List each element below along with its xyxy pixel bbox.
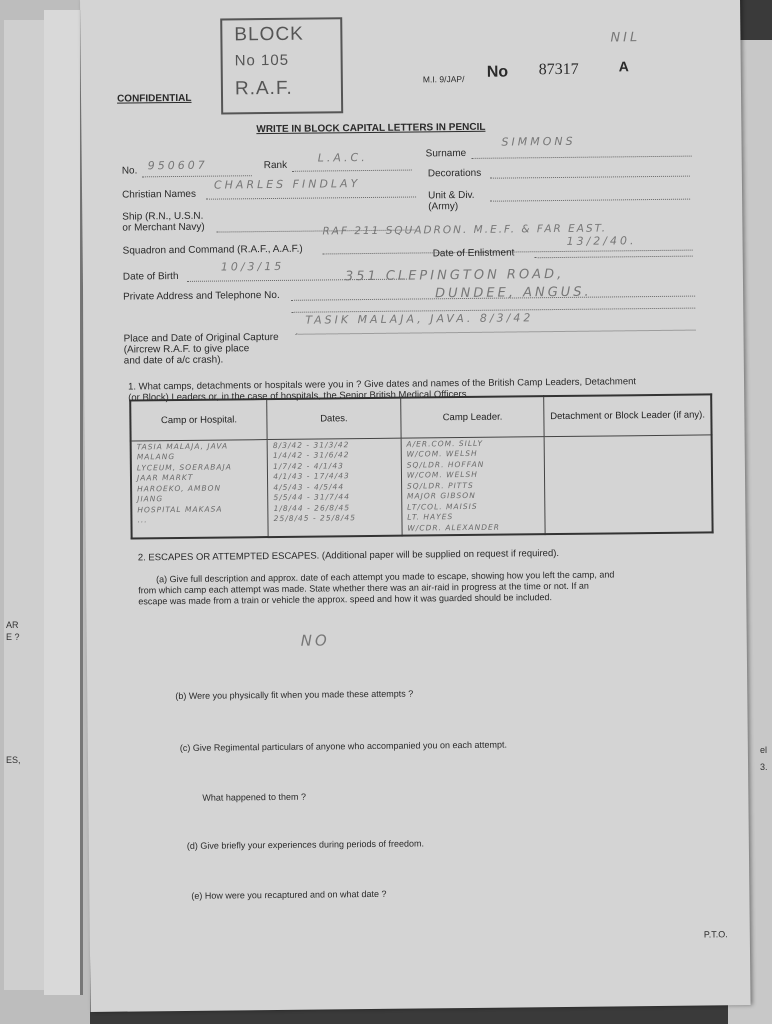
rank-value: L.A.C. [317, 150, 368, 165]
leader-entry: SQ/LDR. PITTS [406, 480, 474, 491]
leader-entry: SQ/LDR. HOFFAN [406, 459, 485, 470]
rank-label: Rank [263, 159, 288, 172]
camp-entry: LYCEUM, SOERABAJA [136, 461, 232, 472]
enlistment-label: Date of Enlistment [432, 247, 515, 260]
confidential-label: CONFIDENTIAL [116, 92, 192, 105]
address-label: Private Address and Telephone No. [123, 289, 280, 303]
camp-entry: HOSPITAL MAKASA [137, 504, 223, 514]
surname-label: Surname [425, 147, 467, 160]
camp-entry: JAAR MARKT [136, 472, 194, 483]
camp-entry: HAROEKO, AMBON [137, 483, 222, 493]
left-page-fragment: AR [6, 620, 19, 630]
christian-names-label: Christian Names [121, 188, 197, 201]
date-entry: 1/4/42 - 31/6/42 [272, 450, 350, 461]
date-entry: 4/5/43 - 4/5/44 [273, 481, 345, 492]
date-entry: 25/8/45 - 25/8/45 [273, 513, 356, 524]
leader-entry: W/COM. WELSH [406, 448, 478, 459]
camp-table [129, 393, 713, 539]
dates-column [267, 438, 402, 537]
block-stamp [220, 17, 343, 114]
form-reference: M.I. 9/JAP/ [422, 73, 465, 85]
right-page-fragment: el [760, 745, 768, 755]
question-2a-line3: escape was made from a train or vehicle the approx. speed and how it was guarded should be included. [138, 592, 553, 607]
no-value: 950607 [147, 158, 208, 173]
camp-entry: ... [137, 515, 148, 525]
leader-entry: MAJOR GIBSON [406, 490, 476, 501]
question-2c-followup: What happened to them ? [202, 791, 306, 803]
date-entry: 8/3/42 - 31/3/42 [272, 439, 350, 450]
question-1-line1: 1. What camps, detachments or hospitals were you in ? Give dates and names of the British Camp Leaders, Detachment [127, 376, 637, 393]
table-header: Camp Leader. [400, 396, 544, 438]
left-page [4, 20, 46, 990]
handwritten-corner-note: NIL [610, 30, 641, 46]
ship-label: Ship (R.N., U.S.N. [122, 210, 204, 223]
date-of-birth-label: Date of Birth [122, 270, 179, 283]
unit-label: Unit & Div. [428, 189, 475, 202]
capture-label: Place and Date of Original Capture [123, 331, 279, 345]
leader-entry: A/ER.COM. SILLY [406, 438, 484, 449]
question-2-title: 2. ESCAPES OR ATTEMPTED ESCAPES. (Additional paper will be supplied on request if required). [137, 548, 560, 564]
series-letter: A [618, 58, 629, 75]
leader-column [401, 436, 546, 535]
unit-label-sub: (Army) [428, 201, 459, 213]
serial-number: 87317 [538, 60, 579, 79]
left-page-fragment: ES, [6, 755, 21, 765]
date-entry: 1/7/42 - 4/1/43 [273, 460, 344, 471]
camp-column [131, 439, 269, 538]
date-entry: 4/1/43 - 17/4/43 [273, 471, 350, 482]
table-header: Detachment or Block Leader (if any). [544, 394, 711, 436]
question-2d: (d) Give briefly your experiences during periods of freedom. [186, 838, 425, 851]
question-2a-line1: (a) Give full description and approx. date of each attempt you made to escape, showing how you left the camp, and [156, 569, 615, 585]
leader-entry: W/CDR. ALEXANDER [407, 522, 500, 533]
camp-entry: JIANG [137, 494, 164, 504]
enlistment-value: 13/2/40. [566, 234, 637, 248]
stamp-line: R.A.F. [234, 77, 293, 100]
no-label: No. [121, 165, 138, 177]
squadron-value: RAF 211 SQUADRON. M.E.F. & FAR EAST. [322, 222, 608, 238]
block-capitals-instruction: WRITE IN BLOCK CAPITAL LETTERS IN PENCIL [256, 121, 486, 136]
question-1-line2: (or Block) Leaders or, in the case of hospitals, the Senior British Medical Officers. [128, 388, 470, 404]
address-value-line1: 351 CLEPINGTON ROAD, [344, 266, 565, 285]
question-2e: (e) How were you recaptured and on what date ? [191, 888, 387, 901]
date-entry: 1/8/44 - 26/8/45 [273, 502, 351, 513]
leader-entry: LT/COL. MAISIS [407, 501, 478, 512]
camp-entry: TASIA MALAJA, JAVA [136, 440, 229, 451]
leader-entry: LT. HAYES [407, 512, 454, 522]
table-header: Camp or Hospital. [130, 399, 267, 440]
question-2b: (b) Were you physically fit when you made these attempts ? [175, 688, 414, 702]
right-page-fragment: 3. [760, 762, 768, 772]
questionnaire-form [80, 0, 751, 1012]
stamp-line: No 105 [234, 51, 290, 70]
squadron-label: Squadron and Command (R.A.F., A.A.F.) [122, 243, 303, 257]
question-2c: (c) Give Regimental particulars of anyone who accompanied you on each attempt. [179, 739, 508, 753]
ship-label-sub: or Merchant Navy) [122, 221, 205, 234]
question-2a-line2: from which camp each attempt was made. State whether there was an air-raid in progress at the time or not. If an [138, 580, 589, 596]
leader-entry: W/COM. WELSH [406, 469, 478, 480]
date-entry: 5/5/44 - 31/7/44 [273, 492, 350, 503]
stamp-line: BLOCK [234, 23, 304, 46]
surname-value: SIMMONS [501, 134, 576, 149]
christian-names-value: CHARLES FINDLAY [213, 177, 361, 192]
decorations-label: Decorations [427, 167, 482, 180]
date-of-birth-value: 10/3/15 [220, 259, 285, 274]
pto-label: P.T.O. [703, 929, 728, 940]
camp-entry: MALANG [136, 452, 176, 462]
left-page-fragment: E ? [6, 632, 20, 642]
number-label: No [486, 63, 509, 81]
table-header: Dates. [267, 398, 401, 439]
capture-label-sub: and date of a/c crash). [123, 354, 224, 367]
question-2a-answer: NO [300, 631, 330, 650]
address-value-line2: DUNDEE, ANGUS. [435, 284, 592, 302]
detachment-column [545, 434, 713, 534]
capture-label-sub: (Aircrew R.A.F. to give place [123, 343, 250, 356]
capture-value: TASIK MALAJA, JAVA. 8/3/42 [305, 311, 534, 327]
left-page-edge [44, 10, 83, 995]
